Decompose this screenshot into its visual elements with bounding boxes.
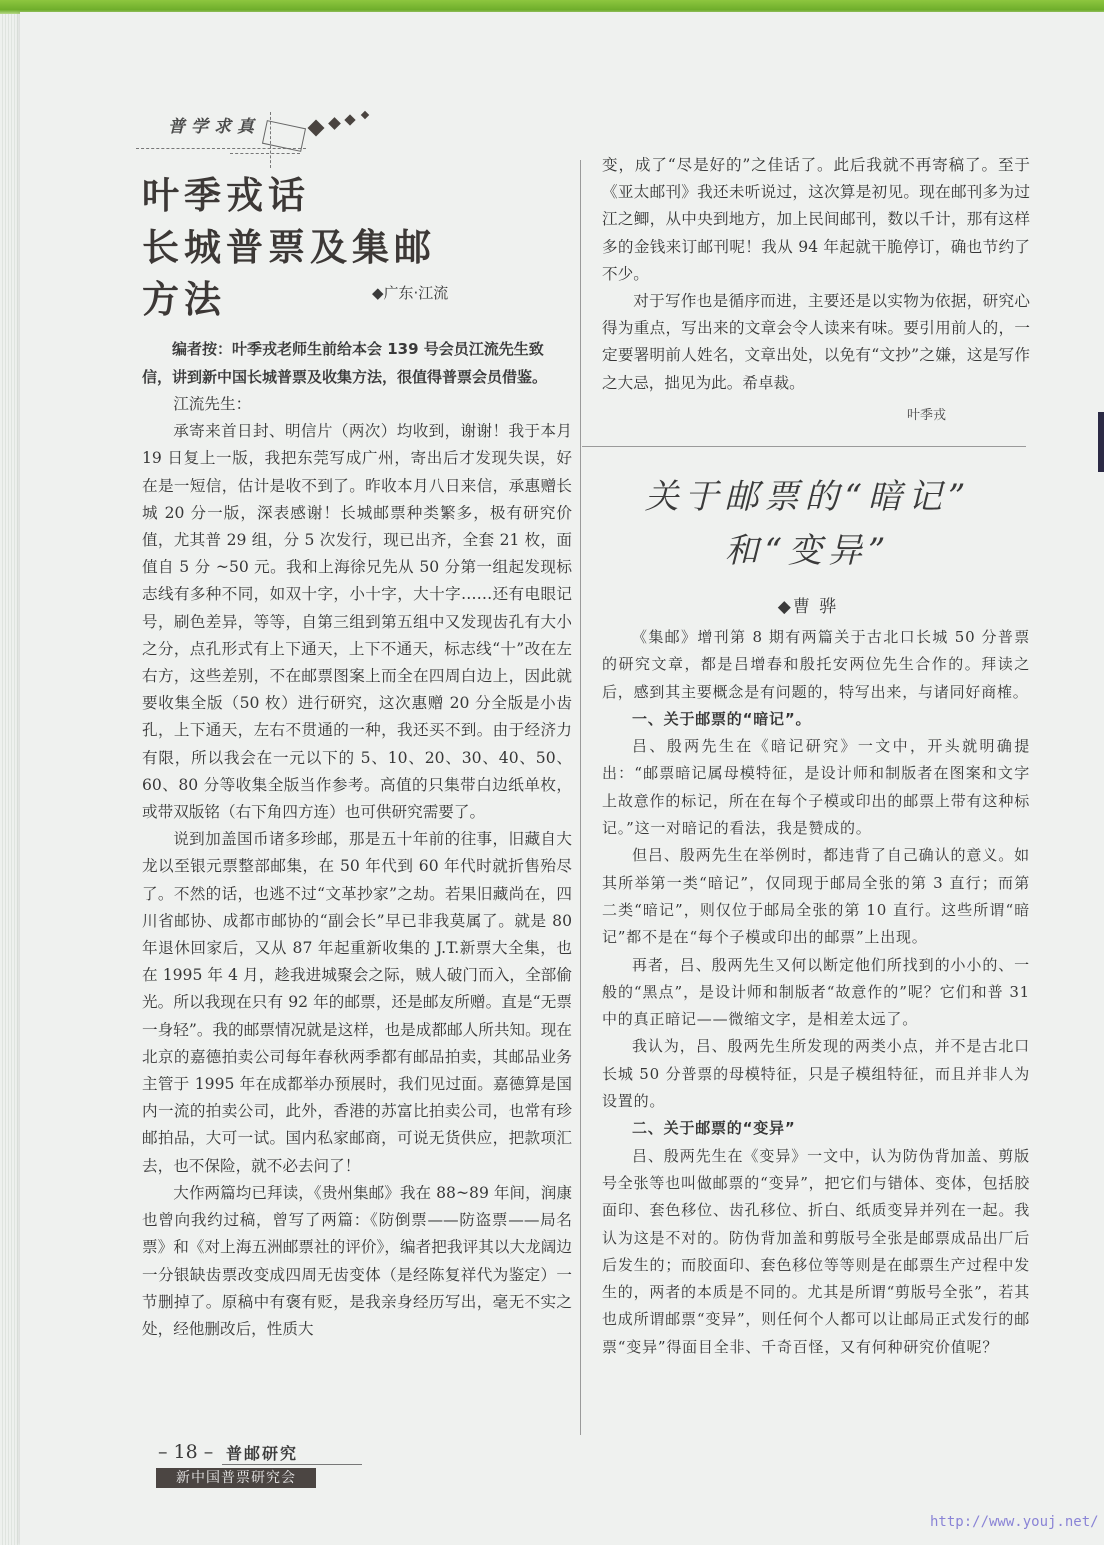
watermark-url: http://www.youj.net/ [930,1514,1099,1530]
paragraph: 《集邮》增刊第 8 期有两篇关于古北口长城 50 分普票的研究文章，都是吕增春和殷托安两位先生合作的。拜读之后，感到其主要概念是有问题的，特写出来，与诸同好商榷。 [602,628,1030,701]
article-title-2 [590,470,1026,578]
dashed-rule [136,148,306,149]
paragraph: 但吕、殷两先生在举例时，都违背了自己确认的意义。如其所举第一类“暗记”，仅同现于邮局全张的第 3 直行；而第二类“暗记”，则仅位于邮局全张的第 10 直行。这些所谓“暗记”都不是在“每个子模或印出的邮票”上出现。 [602,846,1030,947]
footer-rule [222,1464,362,1465]
letter-signature: 叶季戎 [906,407,946,423]
section-tag: 普学求真 [168,117,260,137]
paragraph: 对于写作也是循序而进，主要还是以实物为依据，研究心得为重点，写出来的文章会令人读来有味。要引用前人的，一定要署明前人姓名，文章出处，以免有“文抄”之嫌，这是写作之大忌，拙见为此。希卓裁。 [602,292,1030,392]
letter-body [142,391,572,1343]
article-title-line: 和“变异” [724,531,892,571]
paragraph: 变，成了“尽是好的”之佳话了。此后我就不再寄稿了。至于《亚太邮刊》我还未听说过，这次算是初见。现在邮刊多为过江之鲫，从中央到地方，加上民间邮刊，数以千计，那有这样多的金钱来订邮刊呢！我从 94 年起就干脆停订，确也节约了不少。 [602,156,1030,283]
article-title-line: 关于邮票的“暗记” [644,477,972,517]
article-byline: ◆广东·江流 [372,284,449,302]
editor-note: 编者按：叶季戎老师生前给本会 139 号会员江流先生致信，讲到新中国长城普票及收集方法，很值得普票会员借鉴。 [142,340,548,386]
paragraph: 吕、殷两先生在《变异》一文中，认为防伪背加盖、剪版号全张等也叫做邮票的“变异”，把它们与错体、变体，包括胶面印、套色移位、齿孔移位、折白、纸质变异并列在一起。我认为这是不对的。防伪背加盖和剪版号全张是邮票成品出厂后后发生的；而胶面印、套色移位等等则是在邮票生产过程中发生的，两者的本质是不同的。尤其是所谓“剪版号全张”，若其也成所谓邮票“变异”，则任何个人都可以让邮局正式发行的邮票“变异”得面目全非、千奇百怪，又有何种研究价值呢？ [602,1146,1030,1356]
section-heading: 一、关于邮票的“暗记”。 [632,709,812,728]
article-title-block [142,170,572,326]
page-stack [0,14,22,1545]
article-continuation [602,152,1030,429]
article-body-2 [602,624,1030,1361]
column-divider [580,160,581,1435]
article-title-line: 长城普票及集邮 [142,226,436,269]
page-edge-tab [1098,412,1104,472]
article-left-column [142,170,572,1343]
paragraph: 吕、殷两先生在《暗记研究》一文中，开头就明确提出：“邮票暗记属母模特征，是设计师和制版者在图案和文字上故意作的标记，所在在每个子模或印出的邮票上带有这种标记。”这一对暗记的看法，我是赞成的。 [602,737,1030,838]
society-badge: 新中国普票研究会 [156,1468,316,1488]
paragraph: 说到加盖国币诸多珍邮，那是五十年前的往事，旧藏自大龙以至银元票整部邮集，在 50 年代到 60 年代时就折售殆尽了。不然的话，也逃不过“文革抄家”之劫。若果旧藏尚在，四川省邮协、成都市邮协的“副会长”早已非我莫属了。就是 80 年退休回家后，又从 87 年起重新收集的 J.T.新票大全集，也在 1995 年 4 月，趁我进城聚会之际，贼人破门而入，全部偷光。所以我现在只有 92 年的邮票，还是邮友所赠。直是“无票一身轻”。我的邮票情况就是这样，也是成都邮人所共知。现在北京的嘉德拍卖公司每年春秋两季都有邮品拍卖，其邮品业务主管于 1995 年在成都举办预展时，我们见过面。嘉德算是国内一流的拍卖公司，此外，香港的苏富比拍卖公司，也常有珍邮拍品，大可一试。国内私家邮商，可说无货供应，把款项汇去，也不保险，就不必去问了！ [142,830,572,1175]
section-divider [582,446,1026,447]
paragraph: 我认为，吕、殷两先生所发现的两类小点，并不是古北口长城 50 分普票的母模特征，只是子模组特征，而且并非人为设置的。 [602,1037,1030,1111]
journal-name: 普邮研究 [226,1444,299,1463]
article-title-line: 叶季戎话 [142,174,310,217]
dashed-rule [230,153,300,154]
section-heading: 二、关于邮票的“变异” [632,1119,796,1138]
article-byline: ◆曹 骅 [777,597,839,617]
paragraph: 承寄来首日封、明信片（两次）均收到，谢谢！我于本月 19 日复上一版，我把东莞写成广州，寄出后才发现失误，好在是一短信，估计是收不到了。昨收本月八日来信，承惠赠长城 20 分一版，深表感谢！长城邮票种类繁多，极有研究价值，尤其普 29 组，分 5 次发行，现已出齐，全套 21 枚，面值自 5 分 ~50 元。我和上海徐兄先从 50 分第一组起发现标志线有多种不同，如双十字，小十字，大十字……还有电眼记号，刷色差异，等等，自第三组到第五组中又发现齿孔有大小之分，点孔形式有上下通天，上下不通天，标志线“十”改在左右方，这些差别，不在邮票图案上而全在四周白边上，因此就要收集全版（50 枚）进行研究，这次惠赠 20 分全版是小齿孔，上下通天，左右不贯通的一种，我还买不到。由于经济力有限，所以我会在一元以下的 5、10、20、30、40、50、60、80 分等收集全版当作参考。高值的只集带白边纸单枚，或带双版铭（右下角四方连）也可供研究需要了。 [142,422,572,822]
salutation: 江流先生： [173,395,252,413]
paragraph: 再者，吕、殷两先生又何以断定他们所找到的小小的、一般的“黑点”，是设计师和制版者“故意作的”呢？它们和普 31 中的真正暗记——微缩文字，是相差太远了。 [602,955,1030,1029]
page-number: – 18 – [158,1441,214,1463]
paragraph: 大作两篇均已拜读，《贵州集邮》我在 88~89 年间，润康也曾向我约过稿，曾写了两篇：《防倒票——防盗票——局名票》和《对上海五洲邮票社的评价》，编者把我评其以大龙阔边一分银缺齿票改变成四周无齿变体（是经陈复祥代为鉴定）一节删掉了。原稿中有褒有贬，是我亲身经历写出，毫无不实之处，经他删改后，性质大 [142,1183,572,1338]
article-title-line: 方法 [142,278,226,321]
